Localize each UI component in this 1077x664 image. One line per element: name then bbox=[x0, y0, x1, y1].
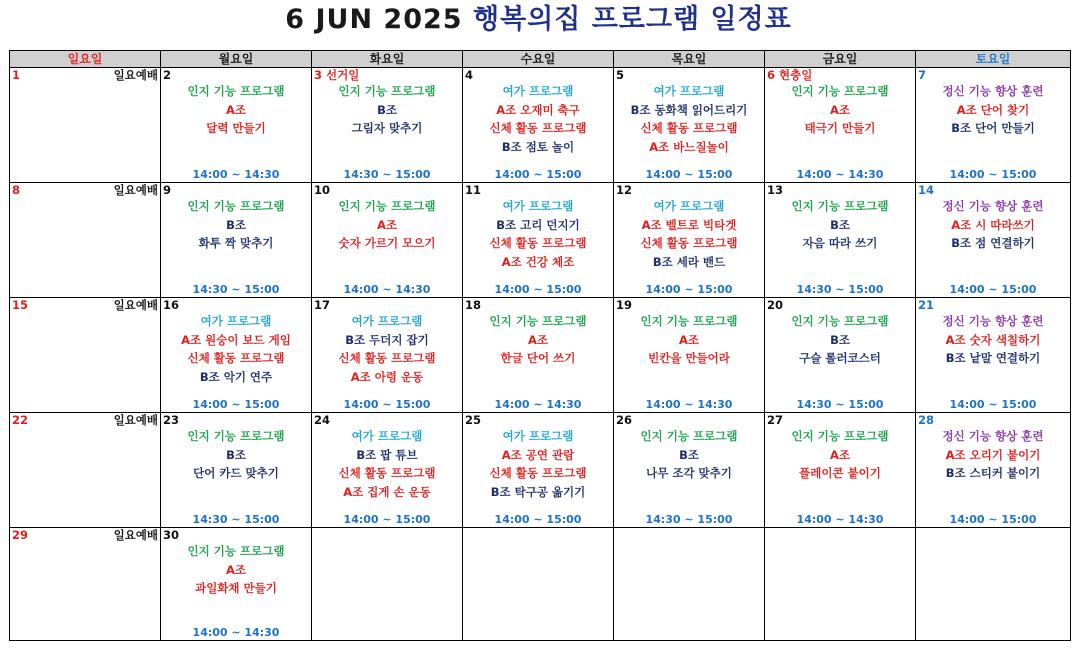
day-number: 22 bbox=[12, 413, 29, 427]
day-number: 27 bbox=[767, 413, 784, 427]
day-cell bbox=[614, 298, 765, 413]
program-line: 신체 활동 프로그램 bbox=[338, 466, 436, 480]
program-list bbox=[765, 312, 915, 368]
day-cell-content bbox=[765, 68, 915, 182]
day-cell bbox=[765, 68, 916, 183]
day-header bbox=[161, 528, 311, 542]
page-title bbox=[0, 0, 1077, 44]
day-header bbox=[10, 298, 160, 312]
program-line: A조 숫자 색칠하기 bbox=[945, 332, 1041, 347]
program-line: 정신 기능 향상 훈련 bbox=[942, 199, 1044, 213]
day-cell-content bbox=[463, 298, 613, 412]
day-cell bbox=[161, 413, 312, 528]
program-line: B조 낱말 연결하기 bbox=[945, 351, 1041, 365]
day-header bbox=[463, 183, 613, 197]
day-number: 20 bbox=[767, 298, 784, 312]
program-line: 신체 활동 프로그램 bbox=[640, 121, 738, 135]
program-line: 인지 기능 프로그램 bbox=[338, 84, 436, 98]
program-time: 14:30 ~ 15:00 bbox=[796, 283, 884, 296]
day-number: 5 bbox=[616, 68, 625, 82]
weekday-sunday: 일요일 bbox=[10, 51, 161, 68]
day-cell-content bbox=[614, 413, 764, 527]
program-line: B조 고리 던지기 bbox=[496, 217, 580, 232]
day-cell-content bbox=[312, 413, 462, 527]
program-line: 자음 따라 쓰기 bbox=[802, 236, 878, 250]
day-cell bbox=[614, 183, 765, 298]
program-line: 인지 기능 프로그램 bbox=[187, 199, 285, 213]
day-cell-content bbox=[916, 183, 1070, 297]
day-cell bbox=[765, 413, 916, 528]
day-cell-content bbox=[161, 183, 311, 297]
program-line: 신체 활동 프로그램 bbox=[489, 466, 587, 480]
day-cell-content bbox=[10, 298, 160, 412]
day-header bbox=[614, 298, 764, 312]
day-cell-content bbox=[916, 413, 1070, 527]
program-line: A조 건강 체조 bbox=[501, 254, 575, 269]
program-line: B조 스티커 붙이기 bbox=[945, 466, 1041, 480]
program-line: B조 악기 연주 bbox=[199, 369, 273, 384]
program-time: 14:00 ~ 15:00 bbox=[645, 283, 733, 296]
day-cell bbox=[161, 528, 312, 641]
day-number: 6 bbox=[767, 68, 776, 82]
day-cell bbox=[614, 413, 765, 528]
title-main: 행복의집 프로그램 일정표 bbox=[473, 4, 792, 35]
program-list bbox=[312, 197, 462, 253]
day-cell-content bbox=[614, 68, 764, 182]
day-header bbox=[10, 183, 160, 197]
day-cell bbox=[463, 68, 614, 183]
calendar-week-row bbox=[10, 528, 1071, 641]
program-line: B조 단어 만들기 bbox=[951, 121, 1035, 135]
day-cell-content bbox=[765, 413, 915, 527]
day-cell bbox=[10, 528, 161, 641]
day-header bbox=[765, 68, 915, 82]
weekday-wednesday: 수요일 bbox=[463, 51, 614, 68]
program-time: 14:00 ~ 15:00 bbox=[192, 398, 280, 411]
day-header bbox=[312, 298, 462, 312]
day-number: 14 bbox=[918, 183, 935, 197]
day-cell bbox=[916, 298, 1071, 413]
program-time: 14:00 ~ 15:00 bbox=[494, 283, 582, 296]
day-number: 4 bbox=[465, 68, 474, 82]
day-header bbox=[916, 68, 1070, 82]
program-time: 14:00 ~ 15:00 bbox=[949, 398, 1037, 411]
empty-day-cell bbox=[916, 528, 1071, 641]
program-time: 14:00 ~ 15:00 bbox=[494, 168, 582, 181]
program-line: 여가 프로그램 bbox=[653, 84, 725, 98]
program-list bbox=[463, 312, 613, 368]
program-list bbox=[614, 82, 764, 156]
program-line: 여가 프로그램 bbox=[502, 84, 574, 98]
day-cell-content bbox=[312, 183, 462, 297]
program-list bbox=[161, 197, 311, 253]
day-number: 13 bbox=[767, 183, 784, 197]
calendar-body bbox=[10, 68, 1071, 641]
program-line: 인지 기능 프로그램 bbox=[640, 314, 738, 328]
day-cell bbox=[765, 298, 916, 413]
calendar-week-row bbox=[10, 298, 1071, 413]
day-header bbox=[463, 298, 613, 312]
day-number: 9 bbox=[163, 183, 172, 197]
program-line: A조 bbox=[527, 332, 548, 347]
program-time: 14:00 ~ 15:00 bbox=[949, 513, 1037, 526]
program-time: 14:00 ~ 15:00 bbox=[645, 168, 733, 181]
day-cell-content bbox=[765, 298, 915, 412]
program-line: 달력 만들기 bbox=[206, 121, 266, 135]
program-line: 화투 짝 맞추기 bbox=[198, 236, 274, 250]
calendar-week-row bbox=[10, 413, 1071, 528]
program-line: 여가 프로그램 bbox=[502, 429, 574, 443]
program-line: 단어 카드 맞추기 bbox=[193, 466, 279, 480]
program-time: 14:00 ~ 15:00 bbox=[949, 283, 1037, 296]
day-header bbox=[463, 68, 613, 82]
worship-label: 일요예배 bbox=[113, 298, 158, 312]
program-line: 인지 기능 프로그램 bbox=[338, 199, 436, 213]
program-line: B조 점토 놀이 bbox=[501, 139, 575, 154]
program-list bbox=[765, 427, 915, 483]
holiday-label: 선거일 bbox=[326, 68, 360, 82]
program-line: B조 bbox=[679, 447, 699, 462]
day-header bbox=[161, 413, 311, 427]
day-header bbox=[765, 183, 915, 197]
day-number: 8 bbox=[12, 183, 21, 197]
day-cell-content bbox=[463, 183, 613, 297]
program-line: 인지 기능 프로그램 bbox=[187, 429, 285, 443]
program-line: B조 bbox=[830, 217, 850, 232]
worship-label: 일요예배 bbox=[113, 183, 158, 197]
program-line: 여가 프로그램 bbox=[653, 199, 725, 213]
program-line: 인지 기능 프로그램 bbox=[187, 544, 285, 558]
program-line: B조 bbox=[226, 447, 246, 462]
day-number: 12 bbox=[616, 183, 633, 197]
program-line: A조 원숭이 보드 게임 bbox=[181, 332, 291, 347]
weekday-monday: 월요일 bbox=[161, 51, 312, 68]
day-cell-content bbox=[161, 413, 311, 527]
calendar-week-row bbox=[10, 183, 1071, 298]
program-line: B조 동화책 읽어드리기 bbox=[630, 102, 748, 117]
program-line: 구슬 롤러코스터 bbox=[799, 351, 881, 365]
program-time: 14:30 ~ 15:00 bbox=[645, 513, 733, 526]
weekday-friday: 금요일 bbox=[765, 51, 916, 68]
program-line: A조 bbox=[829, 447, 850, 462]
program-line: 인지 기능 프로그램 bbox=[791, 199, 889, 213]
day-cell-content bbox=[614, 298, 764, 412]
day-cell-content bbox=[463, 413, 613, 527]
day-number: 3 bbox=[314, 68, 323, 82]
day-cell bbox=[312, 183, 463, 298]
program-time: 14:00 ~ 14:30 bbox=[343, 283, 431, 296]
day-number: 7 bbox=[918, 68, 927, 82]
day-header bbox=[916, 298, 1070, 312]
program-list bbox=[161, 542, 311, 598]
weekday-thursday: 목요일 bbox=[614, 51, 765, 68]
program-line: 신체 활동 프로그램 bbox=[338, 351, 436, 365]
day-header bbox=[614, 413, 764, 427]
program-line: A조 bbox=[225, 102, 246, 117]
program-line: 과일화채 만들기 bbox=[195, 581, 277, 595]
program-list bbox=[463, 427, 613, 501]
program-list bbox=[916, 197, 1070, 253]
day-cell bbox=[463, 183, 614, 298]
program-list bbox=[614, 197, 764, 271]
day-cell-content bbox=[10, 528, 160, 640]
program-line: A조 아령 운동 bbox=[350, 369, 424, 384]
day-header bbox=[765, 298, 915, 312]
weekday-saturday: 토요일 bbox=[916, 51, 1071, 68]
program-time: 14:00 ~ 14:30 bbox=[192, 626, 280, 639]
day-cell-content bbox=[10, 183, 160, 297]
day-cell-content bbox=[916, 298, 1070, 412]
day-cell-content bbox=[10, 68, 160, 182]
day-number: 30 bbox=[163, 528, 180, 542]
day-number: 11 bbox=[465, 183, 482, 197]
program-time: 14:00 ~ 15:00 bbox=[494, 513, 582, 526]
program-time: 14:00 ~ 15:00 bbox=[949, 168, 1037, 181]
program-line: 정신 기능 향상 훈련 bbox=[942, 314, 1044, 328]
program-line: A조 오재미 축구 bbox=[496, 102, 580, 117]
program-line: A조 공연 관람 bbox=[501, 447, 575, 462]
day-cell bbox=[463, 298, 614, 413]
day-cell bbox=[161, 298, 312, 413]
program-list bbox=[916, 312, 1070, 368]
day-cell-content bbox=[765, 183, 915, 297]
day-cell-content bbox=[161, 298, 311, 412]
program-line: A조 bbox=[225, 562, 246, 577]
day-cell-content bbox=[161, 528, 311, 640]
program-line: 태극기 만들기 bbox=[804, 121, 876, 135]
program-list bbox=[765, 197, 915, 253]
day-number: 17 bbox=[314, 298, 331, 312]
program-line: 여가 프로그램 bbox=[351, 314, 423, 328]
program-line: A조 바느질놀이 bbox=[649, 139, 729, 154]
day-number: 16 bbox=[163, 298, 180, 312]
day-cell bbox=[161, 183, 312, 298]
program-list bbox=[161, 82, 311, 138]
day-cell-content bbox=[916, 68, 1070, 182]
day-number: 29 bbox=[12, 528, 29, 542]
program-line: A조 오리기 붙이기 bbox=[945, 447, 1041, 462]
program-line: 여가 프로그램 bbox=[200, 314, 272, 328]
day-cell bbox=[10, 298, 161, 413]
program-line: A조 집게 손 운동 bbox=[343, 484, 431, 499]
day-header bbox=[614, 183, 764, 197]
program-line: 인지 기능 프로그램 bbox=[791, 84, 889, 98]
program-line: B조 bbox=[377, 102, 397, 117]
day-cell bbox=[916, 413, 1071, 528]
day-header bbox=[161, 68, 311, 82]
program-line: 숫자 가르기 모으기 bbox=[338, 236, 436, 250]
day-cell-content bbox=[312, 298, 462, 412]
program-line: B조 세라 밴드 bbox=[652, 254, 726, 269]
program-list bbox=[765, 82, 915, 138]
program-line: 신체 활동 프로그램 bbox=[489, 236, 587, 250]
weekday-tuesday: 화요일 bbox=[312, 51, 463, 68]
program-line: B조 팝 튜브 bbox=[356, 447, 418, 462]
program-time: 14:00 ~ 14:30 bbox=[645, 398, 733, 411]
program-list bbox=[312, 82, 462, 138]
program-line: 여가 프로그램 bbox=[351, 429, 423, 443]
program-line: B조 점 연결하기 bbox=[951, 236, 1035, 250]
day-header bbox=[463, 413, 613, 427]
day-cell bbox=[463, 413, 614, 528]
program-time: 14:00 ~ 15:00 bbox=[343, 398, 431, 411]
program-line: A조 벨트로 빅타겟 bbox=[641, 217, 737, 232]
day-number: 23 bbox=[163, 413, 180, 427]
day-cell bbox=[916, 183, 1071, 298]
program-list bbox=[161, 427, 311, 483]
program-line: 인지 기능 프로그램 bbox=[489, 314, 587, 328]
day-cell bbox=[312, 413, 463, 528]
day-number: 25 bbox=[465, 413, 482, 427]
day-header bbox=[765, 413, 915, 427]
program-list bbox=[463, 82, 613, 156]
empty-day-cell bbox=[463, 528, 614, 641]
program-line: 플레이콘 붙이기 bbox=[799, 466, 881, 480]
program-time: 14:30 ~ 15:00 bbox=[192, 283, 280, 296]
day-header bbox=[161, 298, 311, 312]
day-cell-content bbox=[312, 68, 462, 182]
day-header bbox=[10, 413, 160, 427]
program-time: 14:30 ~ 15:00 bbox=[343, 168, 431, 181]
program-line: A조 bbox=[376, 217, 397, 232]
program-line: 인지 기능 프로그램 bbox=[791, 429, 889, 443]
program-line: 인지 기능 프로그램 bbox=[640, 429, 738, 443]
empty-day-cell bbox=[765, 528, 916, 641]
program-time: 14:00 ~ 14:30 bbox=[192, 168, 280, 181]
program-line: 한글 단어 쓰기 bbox=[500, 351, 576, 365]
day-header bbox=[312, 183, 462, 197]
day-cell bbox=[312, 298, 463, 413]
program-time: 14:30 ~ 15:00 bbox=[192, 513, 280, 526]
day-number: 15 bbox=[12, 298, 29, 312]
program-line: 신체 활동 프로그램 bbox=[187, 351, 285, 365]
program-line: B조 bbox=[226, 217, 246, 232]
holiday-label: 현충일 bbox=[779, 68, 813, 82]
program-line: 정신 기능 향상 훈련 bbox=[942, 84, 1044, 98]
program-line: B조 bbox=[830, 332, 850, 347]
day-header bbox=[312, 68, 462, 82]
calendar-week-row bbox=[10, 68, 1071, 183]
day-cell-content bbox=[463, 68, 613, 182]
empty-day-cell bbox=[614, 528, 765, 641]
day-cell bbox=[10, 68, 161, 183]
day-header bbox=[10, 528, 160, 542]
program-line: B조 두더지 잡기 bbox=[345, 332, 429, 347]
program-list bbox=[312, 312, 462, 386]
program-line: B조 탁구공 옮기기 bbox=[490, 484, 586, 499]
day-header bbox=[614, 68, 764, 82]
program-time: 14:00 ~ 14:30 bbox=[494, 398, 582, 411]
day-number: 2 bbox=[163, 68, 172, 82]
day-cell bbox=[312, 68, 463, 183]
program-line: 신체 활동 프로그램 bbox=[640, 236, 738, 250]
day-number: 26 bbox=[616, 413, 633, 427]
program-line: 정신 기능 향상 훈련 bbox=[942, 429, 1044, 443]
program-line: 그림자 맞추기 bbox=[351, 121, 423, 135]
day-cell bbox=[10, 183, 161, 298]
program-line: A조 bbox=[678, 332, 699, 347]
day-cell bbox=[614, 68, 765, 183]
program-line: 여가 프로그램 bbox=[502, 199, 574, 213]
day-cell bbox=[765, 183, 916, 298]
program-line: A조 시 따라쓰기 bbox=[951, 217, 1035, 232]
day-number: 21 bbox=[918, 298, 935, 312]
program-line: A조 단어 찾기 bbox=[956, 102, 1030, 117]
program-list bbox=[463, 197, 613, 271]
worship-label: 일요예배 bbox=[113, 413, 158, 427]
day-header bbox=[10, 68, 160, 82]
program-line: 인지 기능 프로그램 bbox=[187, 84, 285, 98]
day-number: 19 bbox=[616, 298, 633, 312]
day-number: 10 bbox=[314, 183, 331, 197]
day-cell-content bbox=[614, 183, 764, 297]
title-date: 6 JUN 2025 bbox=[285, 4, 463, 35]
day-cell-content bbox=[10, 413, 160, 527]
program-time: 14:30 ~ 15:00 bbox=[796, 398, 884, 411]
program-list bbox=[161, 312, 311, 386]
day-cell bbox=[10, 413, 161, 528]
program-time: 14:00 ~ 15:00 bbox=[343, 513, 431, 526]
weekday-header-row bbox=[10, 51, 1071, 68]
day-header bbox=[161, 183, 311, 197]
day-cell-content bbox=[161, 68, 311, 182]
day-number: 1 bbox=[12, 68, 21, 82]
program-time: 14:00 ~ 14:30 bbox=[796, 513, 884, 526]
program-line: 인지 기능 프로그램 bbox=[791, 314, 889, 328]
worship-label: 일요예배 bbox=[113, 68, 158, 82]
day-header bbox=[916, 413, 1070, 427]
program-list bbox=[614, 312, 764, 368]
day-cell bbox=[161, 68, 312, 183]
program-line: 신체 활동 프로그램 bbox=[489, 121, 587, 135]
day-header bbox=[312, 413, 462, 427]
program-line: 나무 조각 맞추기 bbox=[646, 466, 732, 480]
program-list bbox=[312, 427, 462, 501]
program-list bbox=[916, 427, 1070, 483]
program-list bbox=[614, 427, 764, 483]
empty-day-cell bbox=[312, 528, 463, 641]
program-line: A조 bbox=[829, 102, 850, 117]
calendar-table bbox=[9, 50, 1071, 641]
program-time: 14:00 ~ 14:30 bbox=[796, 168, 884, 181]
day-number: 24 bbox=[314, 413, 331, 427]
day-number: 18 bbox=[465, 298, 482, 312]
day-number: 28 bbox=[918, 413, 935, 427]
worship-label: 일요예배 bbox=[113, 528, 158, 542]
day-header bbox=[916, 183, 1070, 197]
program-list bbox=[916, 82, 1070, 138]
program-line: 빈칸을 만들어라 bbox=[648, 351, 730, 365]
day-cell bbox=[916, 68, 1071, 183]
